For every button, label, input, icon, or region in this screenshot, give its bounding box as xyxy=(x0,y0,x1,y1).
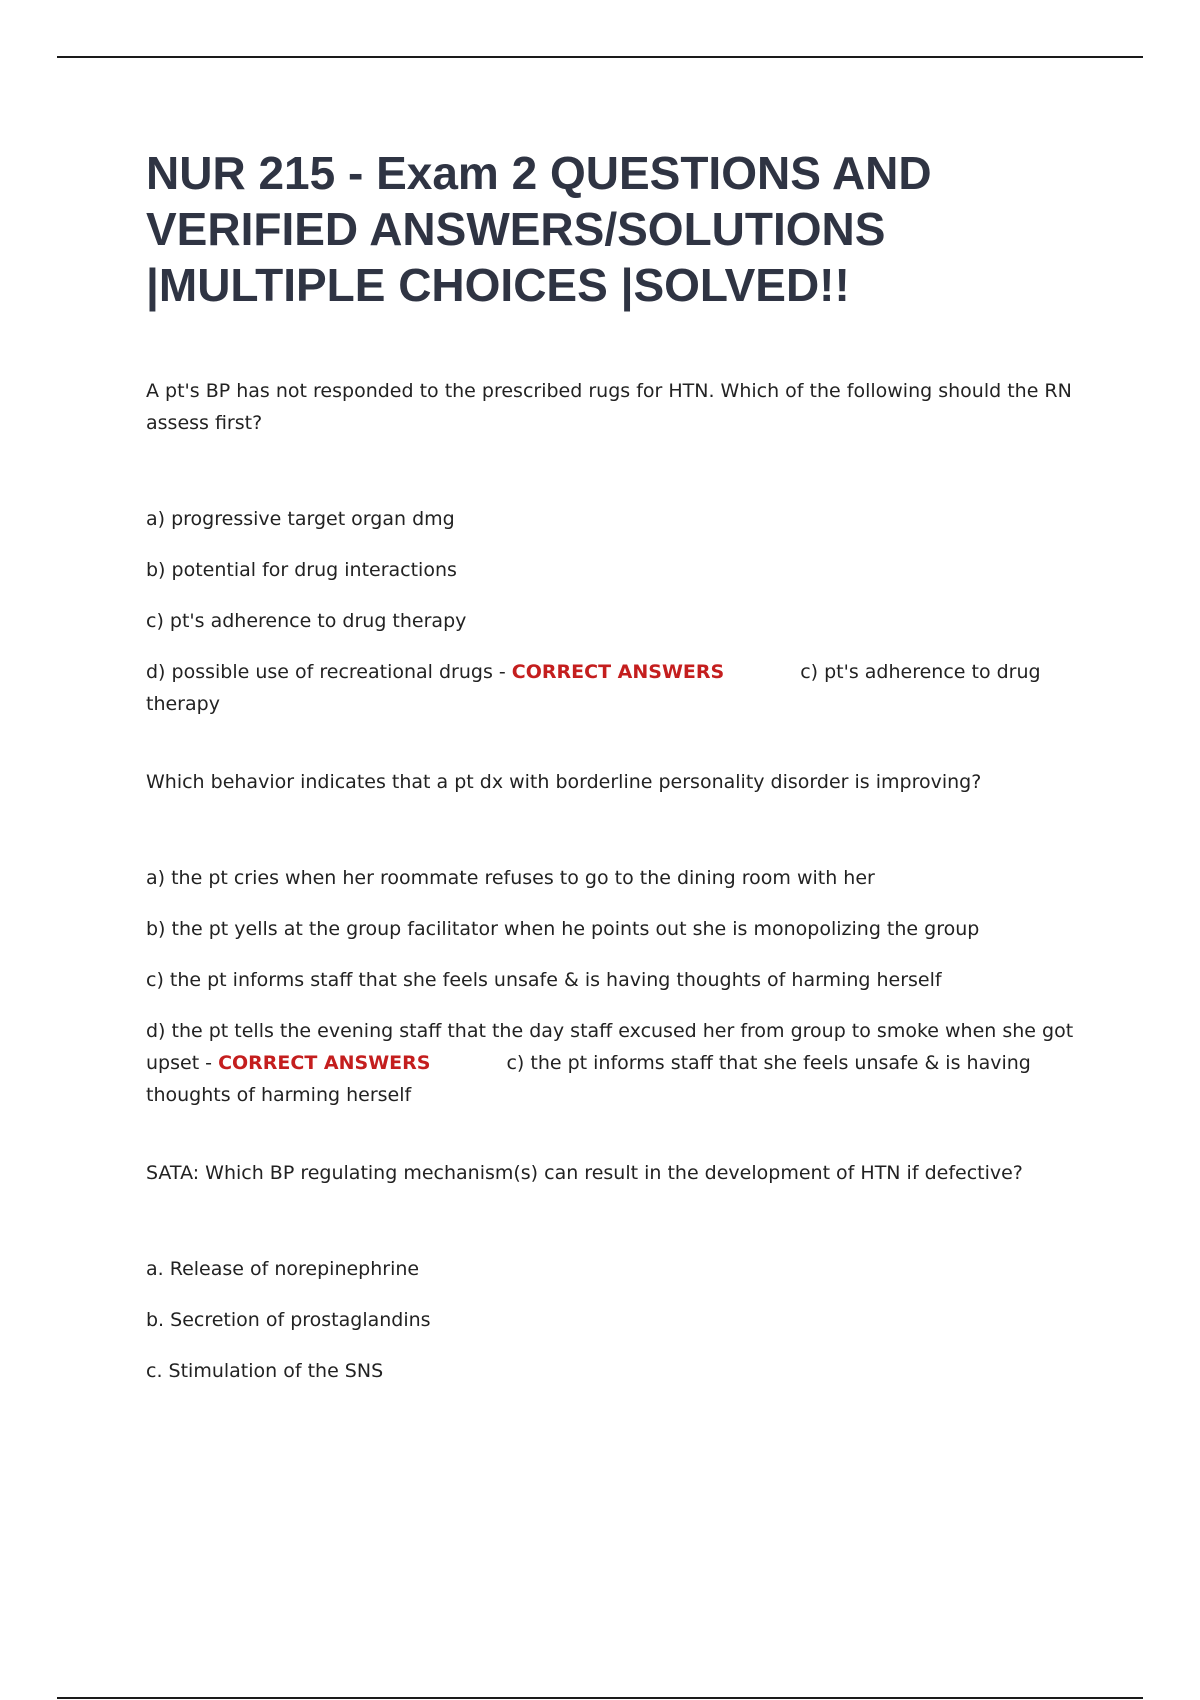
correct-answer-text: c) pt's adherence to drug therapy xyxy=(146,661,1041,715)
question-3 xyxy=(146,1157,1106,1387)
option-d: d) possible use of recreational drugs - xyxy=(146,661,512,683)
question-text: A pt's BP has not responded to the prescribed rugs for HTN. Which of the following should the RN assess first? xyxy=(146,380,1072,434)
option-a: a) progressive target organ dmg xyxy=(146,508,455,530)
question-text: SATA: Which BP regulating mechanism(s) can result in the development of HTN if defective? xyxy=(146,1162,1023,1184)
correct-answer-text: c) the pt informs staff that she feels unsafe & is having thoughts of harming herself xyxy=(146,1052,1031,1106)
option-a: a. Release of norepinephrine xyxy=(146,1258,420,1280)
footer-rule xyxy=(57,1697,1143,1699)
option-c: c) the pt informs staff that she feels unsafe & is having thoughts of harming herself xyxy=(146,969,942,991)
option-c: c) pt's adherence to drug therapy xyxy=(146,610,467,632)
question-text: Which behavior indicates that a pt dx with borderline personality disorder is improving? xyxy=(146,771,982,793)
option-c: c. Stimulation of the SNS xyxy=(146,1360,384,1382)
document-title: NUR 215 - Exam 2 QUESTIONS AND VERIFIED ANSWERS/SOLUTIONS |MULTIPLE CHOICES |SOLVED!! xyxy=(146,147,932,311)
correct-answers-label: CORRECT ANSWERS xyxy=(218,1052,431,1074)
option-a: a) the pt cries when her roommate refuses to go to the dining room with her xyxy=(146,867,875,889)
question-1 xyxy=(146,375,1106,720)
option-d-with-answer xyxy=(146,1015,1106,1111)
document-body xyxy=(146,145,1106,1433)
option-b: b. Secretion of prostaglandins xyxy=(146,1309,431,1331)
header-rule xyxy=(57,56,1143,58)
correct-answers-label: CORRECT ANSWERS xyxy=(511,661,725,683)
option-d: d) the pt tells the evening staff that the day staff excused her from group to smoke when she got upset - xyxy=(146,1020,1074,1074)
option-b: b) potential for drug interactions xyxy=(146,559,457,581)
question-2 xyxy=(146,766,1106,1111)
option-b: b) the pt yells at the group facilitator when he points out she is monopolizing the group xyxy=(146,918,980,940)
option-d-with-answer xyxy=(146,656,1106,720)
